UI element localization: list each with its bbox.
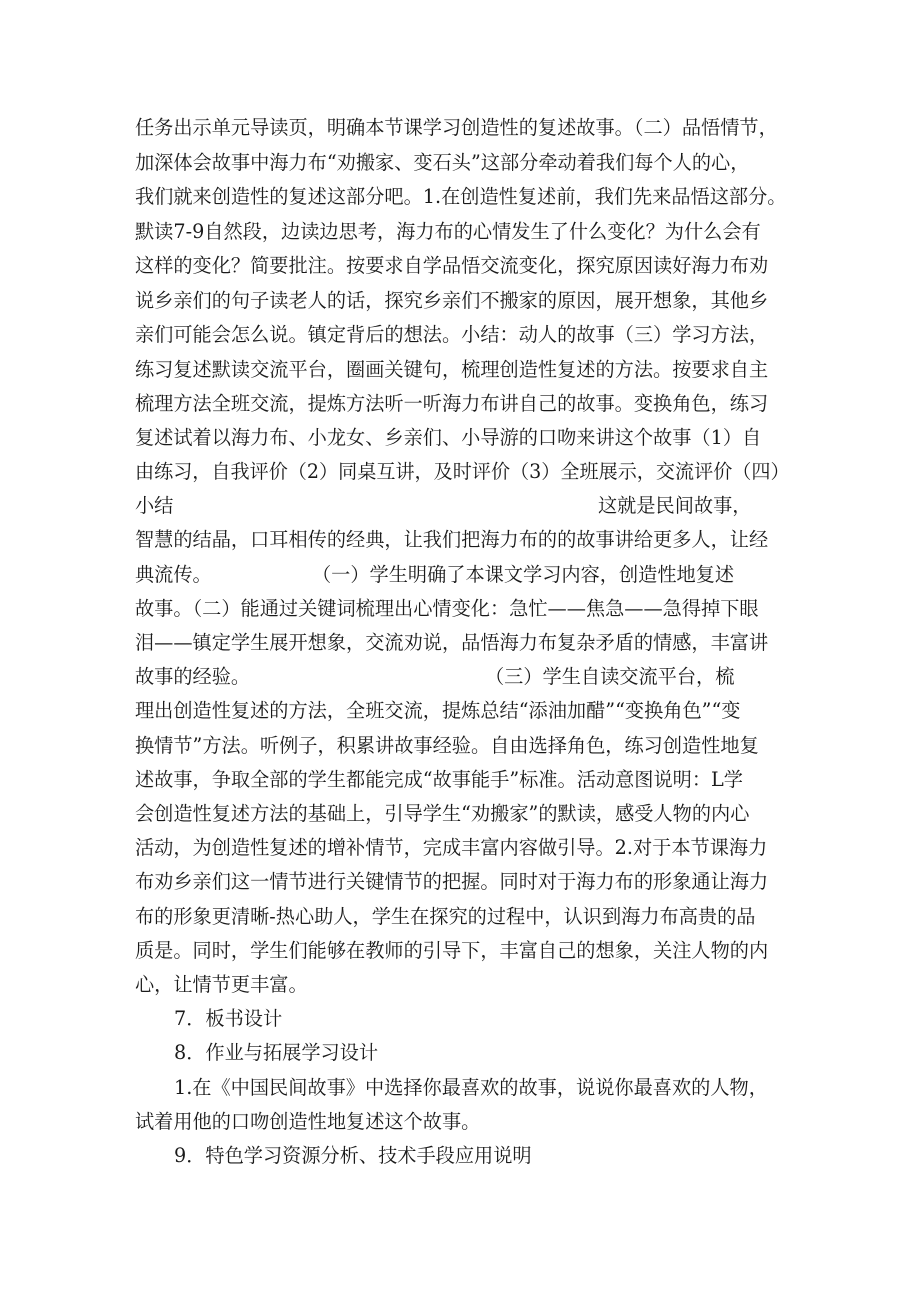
text-line: 默读7-9自然段，边读边思考，海力布的心情发生了什么变化？为什么会有 bbox=[135, 220, 761, 243]
text-line: 这就是民间故事， bbox=[598, 494, 752, 517]
text-line: 说乡亲们的句子读老人的话，探究乡亲们不搬家的原因，展开想象，其他乡 bbox=[135, 289, 769, 312]
section-heading: 9．特色学习资源分析、技术手段应用说明 bbox=[174, 1144, 532, 1167]
text-line: （三）学生自读交流平台，梳 bbox=[485, 665, 735, 688]
text-line: 布的形象更清晰-热心助人，学生在探究的过程中，认识到海力布高贵的品 bbox=[135, 905, 756, 928]
text-line: 梳理方法全班交流，提炼方法听一听海力布讲自己的故事。变换角色，练习 bbox=[135, 392, 769, 415]
text-line: 加深体会故事中海力布“劝搬家、变石头”这部分牵动着我们每个人的心， bbox=[135, 151, 750, 174]
text-line: 换情节”方法。听例子，积累讲故事经验。自由选择角色，练习创造性地复 bbox=[135, 734, 759, 757]
text-line: 复述试着以海力布、小龙女、乡亲们、小导游的口吻来讲这个故事（1）自 bbox=[135, 426, 762, 449]
text-line: 理出创造性复述的方法，全班交流，提炼总结“添油加醋”“变换角色”“变 bbox=[135, 699, 741, 722]
text-line: （一）学生明确了本课文学习内容，创造性地复述 bbox=[312, 563, 735, 586]
text-line: 活动，为创造性复述的增补情节，完成丰富内容做引导。2.对于本节课海力 bbox=[135, 836, 768, 859]
text-line: 质是。同时，学生们能够在教师的引导下，丰富自己的想象，关注人物的内 bbox=[135, 939, 769, 962]
text-line: 会创造性复述方法的基础上，引导学生“劝搬家”的默读，感受人物的内心 bbox=[135, 802, 750, 825]
text-line: 任务出示单元导读页，明确本节课学习创造性的复述故事。（二）品悟情节， bbox=[135, 116, 778, 139]
section-heading: 7．板书设计 bbox=[174, 1007, 283, 1030]
text-line: 故事的经验。 bbox=[135, 665, 251, 688]
text-line: 这样的变化？简要批注。按要求自学品悟交流变化，探究原因读好海力布劝 bbox=[135, 254, 769, 277]
text-line: 泪——镇定学生展开想象，交流劝说，品悟海力布复杂矛盾的情感，丰富讲 bbox=[135, 631, 769, 654]
text-line: 智慧的结晶，口耳相传的经典，让我们把海力布的的故事讲给更多人，让经 bbox=[135, 528, 769, 551]
text-line: 练习复述默读交流平台，圈画关键句，梳理创造性复述的方法。按要求自主 bbox=[135, 358, 769, 381]
text-line: 小结 bbox=[135, 494, 174, 517]
text-line: 故事。（二）能通过关键词梳理出心情变化：急忙——焦急——急得掉下眼 bbox=[135, 597, 759, 620]
text-line: 亲们可能会怎么说。镇定背后的想法。小结：动人的故事（三）学习方法， bbox=[135, 323, 769, 346]
text-line: 述故事，争取全部的学生都能完成“故事能手”标准。活动意图说明：L学 bbox=[135, 768, 743, 791]
text-line: 心，让情节更丰富。 bbox=[135, 973, 308, 996]
text-line: 典流传。 bbox=[135, 563, 212, 586]
text-line: 试着用他的口吻创造性地复述这个故事。 bbox=[135, 1110, 481, 1133]
text-line: 我们就来创造性的复述这部分吧。1.在创造性复述前，我们先来品悟这部分。 bbox=[135, 185, 787, 208]
section-heading: 8．作业与拓展学习设计 bbox=[174, 1041, 379, 1064]
text-line: 1.在《中国民间故事》中选择你最喜欢的故事，说说你最喜欢的人物， bbox=[174, 1076, 768, 1099]
text-line: 布劝乡亲们这一情节进行关键情节的把握。同时对于海力布的形象通让海力 bbox=[135, 870, 769, 893]
text-line: 由练习，自我评价（2）同桌互讲，及时评价（3）全班展示，交流评价（四） bbox=[135, 460, 790, 483]
